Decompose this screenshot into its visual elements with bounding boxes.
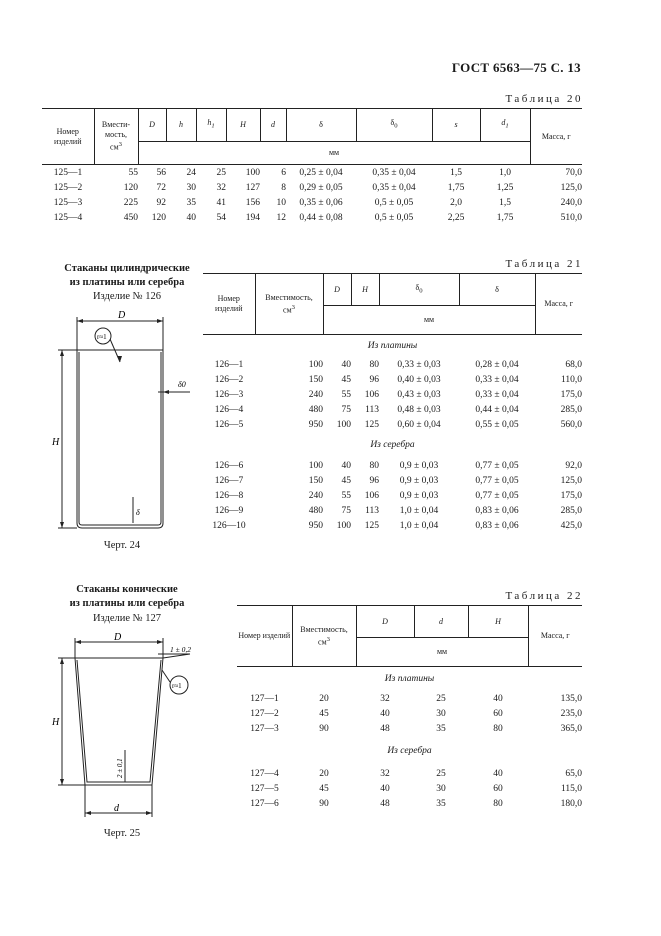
table-cell: 65,0 <box>565 768 582 779</box>
table-row <box>237 766 582 781</box>
drawing-127 <box>40 630 200 830</box>
table-cell: 125—2 <box>53 182 83 193</box>
table-cell: 0,9 ± 0,03 <box>399 490 439 501</box>
table-cell: 0,33 ± 0,04 <box>475 389 519 400</box>
t21-col-H: H <box>351 274 379 306</box>
t22-col-capacity: Вместимость, $см^3$ <box>292 606 356 667</box>
section127-title <box>42 583 212 611</box>
table-cell: 127—3 <box>250 723 279 734</box>
section126-title-line1: Стаканы цилиндрические <box>64 263 190 274</box>
table-row <box>203 357 582 372</box>
table-cell: 55 <box>341 389 351 400</box>
t22-silver-label: Из серебра <box>387 746 432 756</box>
table-cell: 30 <box>436 783 446 794</box>
table-cell: 1,25 <box>496 182 514 193</box>
table-cell: 0,44 ± 0,08 <box>299 212 343 223</box>
table-cell: 125 <box>364 419 379 430</box>
table-cell: 425,0 <box>560 520 582 531</box>
table-cell: 25 <box>216 167 226 178</box>
drawing127-label-d: d <box>114 803 119 814</box>
table-cell: 126—7 <box>214 475 244 486</box>
table-cell: 1,5 <box>450 167 462 178</box>
table-cell: 48 <box>380 798 390 809</box>
t22-col-mass: Масса, г <box>528 606 582 667</box>
table-cell: 0,83 ± 0,06 <box>475 520 519 531</box>
table-cell: 365,0 <box>560 723 582 734</box>
table-cell: 480 <box>308 404 323 415</box>
table-cell: 0,77 ± 0,05 <box>475 460 519 471</box>
table-cell: 56 <box>156 167 166 178</box>
table-cell: 127—2 <box>250 708 279 719</box>
table-row <box>42 210 582 225</box>
table-row <box>203 488 582 503</box>
t21-col-capacity: Вместимость, $см^3$ <box>255 274 323 335</box>
table-cell: 54 <box>216 212 226 223</box>
t21-col-delta0: $\delta_0$ <box>379 274 459 306</box>
table-cell: 35 <box>186 197 196 208</box>
table-cell: 120 <box>151 212 166 223</box>
table-cell: 20 <box>319 768 329 779</box>
drawing126-label-delta: δ <box>136 508 140 517</box>
table-cell: 125—3 <box>53 197 83 208</box>
table-row <box>42 180 582 195</box>
table-cell: 125 <box>364 520 379 531</box>
table21 <box>203 273 582 533</box>
table-cell: 0,83 ± 0,06 <box>475 505 519 516</box>
t21-silver-label: Из серебра <box>370 440 415 450</box>
table-cell: 75 <box>341 505 351 516</box>
table-cell: 100 <box>308 460 323 471</box>
table-cell: 240,0 <box>560 197 582 208</box>
table-row <box>203 518 582 533</box>
table-cell: 45 <box>341 475 351 486</box>
table-cell: 0,5 ± 0,05 <box>374 197 414 208</box>
table-cell: 480 <box>308 505 323 516</box>
table-cell: 113 <box>365 404 379 415</box>
table-cell: 1,75 <box>447 182 465 193</box>
t20-body <box>42 165 582 226</box>
table-cell: 240 <box>308 490 323 501</box>
table-cell: 1,75 <box>496 212 514 223</box>
table-cell: 0,9 ± 0,03 <box>399 475 439 486</box>
table-cell: 2,25 <box>447 212 465 223</box>
t20-col-d1: $d_1$ <box>480 109 530 142</box>
table-cell: 40 <box>380 783 390 794</box>
table-cell: 0,5 ± 0,05 <box>374 212 414 223</box>
table-cell: 1,0 <box>499 167 511 178</box>
table-cell: 90 <box>319 723 329 734</box>
table-cell: 45 <box>319 783 329 794</box>
t20-col-capacity: Вмести- мость, $см^3$ <box>94 109 138 165</box>
t21-unit: мм <box>323 306 535 335</box>
table-cell: 125—1 <box>53 167 83 178</box>
table-cell: 60 <box>493 708 503 719</box>
table-cell: 40 <box>493 768 503 779</box>
table-row <box>237 706 582 721</box>
table-cell: 40 <box>380 708 390 719</box>
table-cell: 285,0 <box>560 404 582 415</box>
t22-col-H: H <box>468 606 528 638</box>
table-cell: 100 <box>308 359 323 370</box>
table-cell: 32 <box>216 182 226 193</box>
table-cell: 110,0 <box>560 374 582 385</box>
t22-platinum-label: Из платины <box>384 674 435 684</box>
table-cell: 126—2 <box>214 374 244 385</box>
table-cell: 10 <box>276 197 286 208</box>
t20-col-h1: $h_1$ <box>196 109 226 142</box>
table-cell: 175,0 <box>560 389 582 400</box>
table-row <box>203 503 582 518</box>
table-cell: 70,0 <box>565 167 582 178</box>
table-cell: 100 <box>336 419 351 430</box>
table-cell: 194 <box>245 212 260 223</box>
table-cell: 24 <box>186 167 196 178</box>
table-cell: 106 <box>364 490 379 501</box>
table-cell: 1,5 <box>499 197 511 208</box>
table-cell: 0,35 ± 0,04 <box>372 182 416 193</box>
figure25-caption: Черт. 25 <box>103 828 141 839</box>
table-cell: 32 <box>380 768 390 779</box>
table-row <box>237 691 582 706</box>
t20-col-H: H <box>226 109 260 142</box>
table-cell: 100 <box>336 520 351 531</box>
table-cell: 950 <box>308 520 323 531</box>
drawing126-label-delta0: δ0 <box>178 380 186 389</box>
table21-caption: Таблица 21 <box>505 258 583 270</box>
table-cell: 0,28 ± 0,04 <box>475 359 519 370</box>
table-cell: 0,35 ± 0,04 <box>372 167 416 178</box>
drawing126-label-r: r≈1 <box>97 333 107 341</box>
table-cell: 55 <box>341 490 351 501</box>
table-cell: 106 <box>364 389 379 400</box>
table-cell: 285,0 <box>560 505 582 516</box>
table-cell: 35 <box>436 723 446 734</box>
t20-col-h: h <box>166 109 196 142</box>
table-cell: 25 <box>436 693 446 704</box>
table-cell: 235,0 <box>560 708 582 719</box>
t20-col-D: D <box>138 109 166 142</box>
table-cell: 126—9 <box>214 505 244 516</box>
table-cell: 126—1 <box>214 359 244 370</box>
table22-caption: Таблица 22 <box>505 590 583 602</box>
t20-col-number: Номер изделий <box>42 109 94 165</box>
table-row <box>203 417 582 432</box>
table-cell: 127—1 <box>250 693 279 704</box>
section126-title-line2: из платины или серебра <box>69 277 185 288</box>
table-cell: 135,0 <box>560 693 582 704</box>
t21-col-number: Номер изделий <box>203 274 255 335</box>
table-cell: 0,60 ± 0,04 <box>397 419 441 430</box>
table-cell: 8 <box>281 182 286 193</box>
t22-unit: мм <box>356 638 528 667</box>
table-cell: 55 <box>128 167 138 178</box>
table-cell: 126—3 <box>214 389 244 400</box>
table-cell: 450 <box>123 212 138 223</box>
t20-col-d: d <box>260 109 286 142</box>
drawing127-label-D: D <box>114 632 122 643</box>
t20-col-s: s <box>432 109 480 142</box>
table-cell: 127 <box>245 182 260 193</box>
table-cell: 72 <box>156 182 166 193</box>
table-cell: 75 <box>341 404 351 415</box>
table-cell: 30 <box>186 182 196 193</box>
table-cell: 150 <box>308 475 323 486</box>
t20-col-mass: Масса, г <box>530 109 582 165</box>
drawing127-label-top-tol: 1 ± 0,2 <box>170 645 191 654</box>
table-cell: 92,0 <box>565 460 582 471</box>
table-row <box>237 721 582 736</box>
table-cell: 48 <box>380 723 390 734</box>
table-cell: 150 <box>308 374 323 385</box>
table-row <box>42 195 582 210</box>
table-cell: 96 <box>369 475 379 486</box>
table-row <box>203 458 582 473</box>
t22-platinum-body <box>237 691 582 736</box>
table-cell: 68,0 <box>565 359 582 370</box>
section127-title-line2: из платины или серебра <box>69 598 185 609</box>
table-cell: 127—5 <box>250 783 279 794</box>
table-cell: 40 <box>341 460 351 471</box>
table-cell: 127—6 <box>250 798 279 809</box>
t21-silver-body <box>203 458 582 533</box>
table-cell: 0,77 ± 0,05 <box>475 475 519 486</box>
table-cell: 41 <box>216 197 226 208</box>
table-cell: 80 <box>369 359 379 370</box>
table-cell: 0,33 ± 0,03 <box>397 359 441 370</box>
table-cell: 100 <box>245 167 260 178</box>
table-cell: 126—4 <box>214 404 244 415</box>
table-cell: 80 <box>369 460 379 471</box>
t21-col-D: D <box>323 274 351 306</box>
table-cell: 113 <box>365 505 379 516</box>
table-cell: 126—10 <box>212 520 246 531</box>
table-cell: 2,0 <box>450 197 462 208</box>
table-row <box>203 402 582 417</box>
t22-col-number: Номер изделий <box>237 606 292 667</box>
table-cell: 0,55 ± 0,05 <box>475 419 519 430</box>
table-cell: 32 <box>380 693 390 704</box>
table-cell: 120 <box>123 182 138 193</box>
figure24-caption: Черт. 24 <box>103 540 141 551</box>
table-cell: 125—4 <box>53 212 83 223</box>
t22-col-d: d <box>414 606 468 638</box>
table-cell: 35 <box>436 798 446 809</box>
table-cell: 175,0 <box>560 490 582 501</box>
table-cell: 80 <box>493 723 503 734</box>
table-cell: 126—6 <box>214 460 244 471</box>
table-cell: 40 <box>493 693 503 704</box>
table22 <box>237 605 582 811</box>
table-cell: 0,40 ± 0,03 <box>397 374 441 385</box>
table-cell: 45 <box>341 374 351 385</box>
t21-col-mass: Масса, г <box>535 274 582 335</box>
table20-caption: Таблица 20 <box>505 93 583 105</box>
table-row <box>203 372 582 387</box>
table-cell: 40 <box>186 212 196 223</box>
table-cell: 0,29 ± 0,05 <box>299 182 343 193</box>
table-cell: 560,0 <box>560 419 582 430</box>
table-cell: 90 <box>319 798 329 809</box>
table20 <box>42 108 582 225</box>
t20-unit: мм <box>138 142 530 165</box>
table-cell: 1,0 ± 0,04 <box>399 505 439 516</box>
t20-col-delta0: $\delta_0$ <box>356 109 432 142</box>
table-row <box>42 165 582 181</box>
t21-platinum-label: Из платины <box>367 341 418 351</box>
table-cell: 127—4 <box>250 768 279 779</box>
t22-col-D: D <box>356 606 414 638</box>
table-cell: 12 <box>276 212 286 223</box>
table-cell: 0,77 ± 0,05 <box>475 490 519 501</box>
table-cell: 0,33 ± 0,04 <box>475 374 519 385</box>
section127-item: Изделие № 127 <box>92 613 162 624</box>
table-cell: 126—8 <box>214 490 244 501</box>
drawing127-label-H: H <box>52 717 60 728</box>
table-cell: 0,9 ± 0,03 <box>399 460 439 471</box>
table-cell: 156 <box>245 197 260 208</box>
section127-title-line1: Стаканы конические <box>76 584 178 595</box>
table-cell: 20 <box>319 693 329 704</box>
drawing127-label-r: r≈1 <box>172 682 182 690</box>
drawing126-label-H: H <box>52 437 60 448</box>
table-cell: 240 <box>308 389 323 400</box>
table-cell: 180,0 <box>560 798 582 809</box>
table-cell: 1,0 ± 0,04 <box>399 520 439 531</box>
table-row <box>203 473 582 488</box>
table-row <box>203 387 582 402</box>
table-cell: 0,48 ± 0,03 <box>397 404 441 415</box>
table-cell: 25 <box>436 768 446 779</box>
page-header: ГОСТ 6563—75 С. 13 <box>451 60 581 75</box>
table-cell: 225 <box>123 197 138 208</box>
table-cell: 96 <box>369 374 379 385</box>
table-cell: 950 <box>308 419 323 430</box>
table-cell: 115,0 <box>560 783 582 794</box>
drawing127-label-bot-tol: 2 ± 0,1 <box>116 758 124 778</box>
table-cell: 40 <box>341 359 351 370</box>
table-cell: 125,0 <box>560 475 582 486</box>
t20-col-delta: δ <box>286 109 356 142</box>
table-cell: 80 <box>493 798 503 809</box>
table-cell: 510,0 <box>560 212 582 223</box>
table-cell: 0,44 ± 0,04 <box>475 404 519 415</box>
section126-item: Изделие № 126 <box>92 291 162 302</box>
table-cell: 126—5 <box>214 419 244 430</box>
t21-platinum-body <box>203 357 582 432</box>
table-cell: 125,0 <box>560 182 582 193</box>
drawing-126 <box>40 305 200 540</box>
table-cell: 6 <box>281 167 286 178</box>
table-cell: 0,35 ± 0,06 <box>299 197 343 208</box>
table-row <box>237 781 582 796</box>
table-row <box>237 796 582 811</box>
t22-silver-body <box>237 766 582 811</box>
section126-title <box>42 262 212 290</box>
table-cell: 0,25 ± 0,04 <box>299 167 343 178</box>
drawing126-label-D: D <box>118 310 126 321</box>
table-cell: 92 <box>156 197 166 208</box>
table-cell: 0,43 ± 0,03 <box>397 389 441 400</box>
t21-col-delta: δ <box>459 274 535 306</box>
table-cell: 60 <box>493 783 503 794</box>
table-cell: 30 <box>436 708 446 719</box>
table-cell: 45 <box>319 708 329 719</box>
